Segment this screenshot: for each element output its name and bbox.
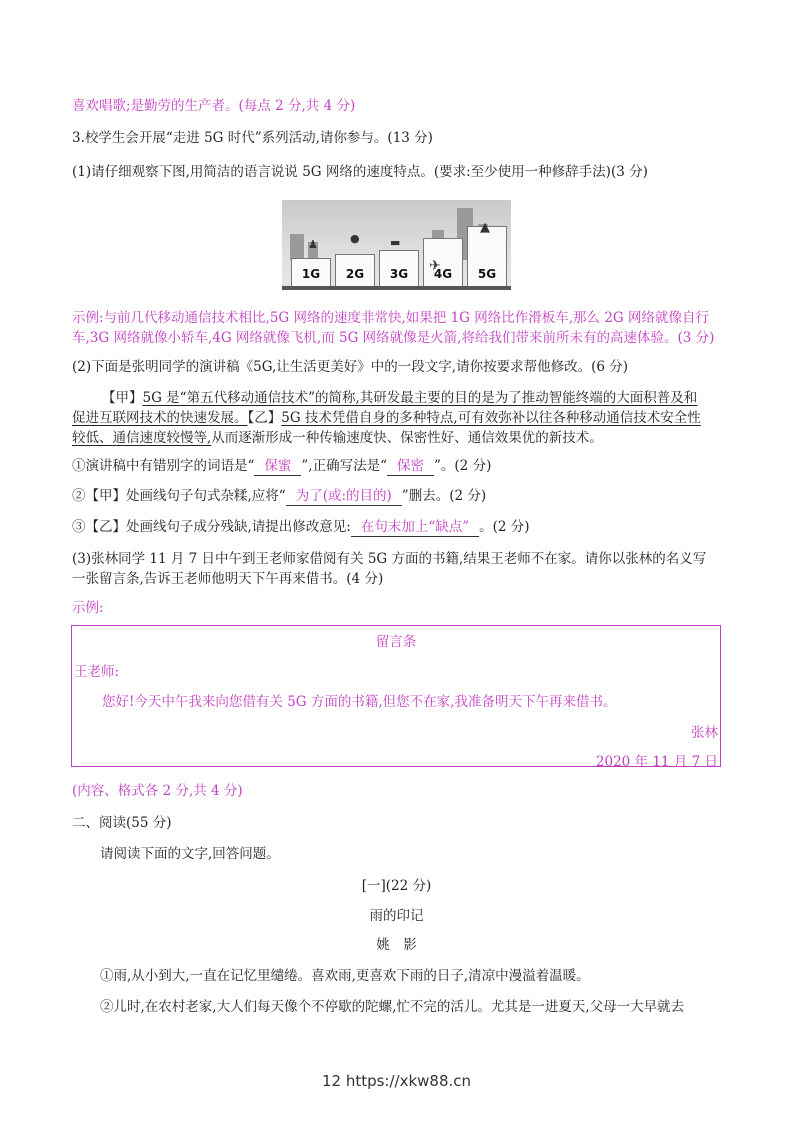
subquestion-3: ③【乙】处画线句子成分残缺,请提出修改意见: 在句末加上“缺点” 。(2 分) (72, 519, 530, 535)
article-title: 雨的印记 (369, 908, 424, 924)
bar-4g: 4G (423, 238, 463, 290)
car-icon: ▬ (390, 236, 401, 249)
question-3-3-line-2: 一张留言条,告诉王老师他明天下午再来借书。(4 分) (72, 571, 384, 587)
paragraph-jia-line-2: 促进互联网技术的快速发展。【乙】5G 技术凭借自身的多种特点,可有效弥补以往各种移动通信技术安全性 (72, 410, 701, 426)
rocket-icon: ▲ (480, 220, 490, 235)
question-3-3-line-1: (3)张林同学 11 月 7 日中午到王老师家借阅有关 5G 方面的书籍,结果王老师不在家。请你以张林的名义写 (72, 551, 707, 567)
bar-2g: 2G (335, 254, 375, 290)
question-3-1: (1)请仔细观察下图,用简洁的语言说说 5G 网络的速度特点。(要求:至少使用一种修辞手法)(3 分) (72, 164, 648, 180)
section-2-heading: 二、阅读(55 分) (72, 815, 172, 831)
note-signature: 张林 (691, 725, 718, 741)
reading-instruction: 请阅读下面的文字,回答问题。 (100, 846, 280, 862)
paragraph-jia-line-1: 【甲】5G 是“第五代移动通信技术”的简称,其研发最主要的目的是为了推动智能终端的大面积普及和 (102, 390, 698, 406)
example-2-label: 示例: (72, 600, 104, 616)
subquestion-1: ①演讲稿中有错别字的词语是“ 保蜜 ”,正确写法是“ 保密 ”。(2 分) (72, 458, 492, 474)
subquestion-2: ②【甲】处画线句子句式杂糅,应将“ 为了(或:的目的) ”删去。(2 分) (72, 488, 487, 504)
article-author: 姚 影 (376, 937, 417, 953)
cyclist-icon: ● (350, 232, 360, 245)
note-salutation: 王老师: (74, 664, 120, 680)
message-note-box (71, 625, 721, 770)
paragraph-1: ①雨,从小到大,一直在记忆里缱绻。喜欢雨,更喜欢下雨的日子,清凉中漫溢着温暖。 (100, 968, 590, 984)
question-3: 3.校学生会开展“走进 5G 时代”系列活动,请你参与。(13 分) (72, 130, 433, 146)
question-3-2: (2)下面是张明同学的演讲稿《5G,让生活更美好》中的一段文字,请你按要求帮他修改。(6 分) (72, 359, 629, 375)
5g-speed-figure (282, 200, 511, 290)
airplane-icon: ✈ (429, 258, 441, 274)
skateboarder-icon: ♟ (308, 238, 318, 251)
bar-5g: 5G (467, 226, 507, 290)
page-footer: 12 https://xkw88.cn (321, 1072, 472, 1090)
paragraph-2: ②儿时,在农村老家,大人们每天像个不停歇的陀螺,忙不完的活儿。尤其是一进夏天,父母一大早就去 (100, 999, 685, 1015)
bar-3g: 3G (379, 250, 419, 290)
note-date: 2020 年 11 月 7 日 (595, 754, 718, 770)
paragraph-yi-line-3: 较低、通信速度较慢等,从而逐渐形成一种传输速度快、保密性好、通信效果优的新技术。 (72, 430, 603, 446)
answer-top: 喜欢唱歌;是勤劳的生产者。(每点 2 分,共 4 分) (72, 98, 356, 114)
note-title: 留言条 (375, 634, 417, 650)
example-1-line-1: 示例:与前几代移动通信技术相比,5G 网络的速度非常快,如果把 1G 网络比作滑板车,那么 2G 网络就像自行 (72, 310, 709, 326)
example-1-line-2: 车,3G 网络就像小轿车,4G 网络就像飞机,而 5G 网络就像是火箭,将给我们带来前所未有的高速体验。(3 分) (72, 330, 715, 346)
bar-1g: 1G (291, 258, 331, 290)
note-body: 您好!今天中午我来向您借有关 5G 方面的书籍,但您不在家,我准备明天下午再来借书。 (102, 694, 617, 710)
score-note: (内容、格式各 2 分,共 4 分) (72, 783, 243, 799)
part-1-heading: [一](22 分) (361, 878, 432, 894)
